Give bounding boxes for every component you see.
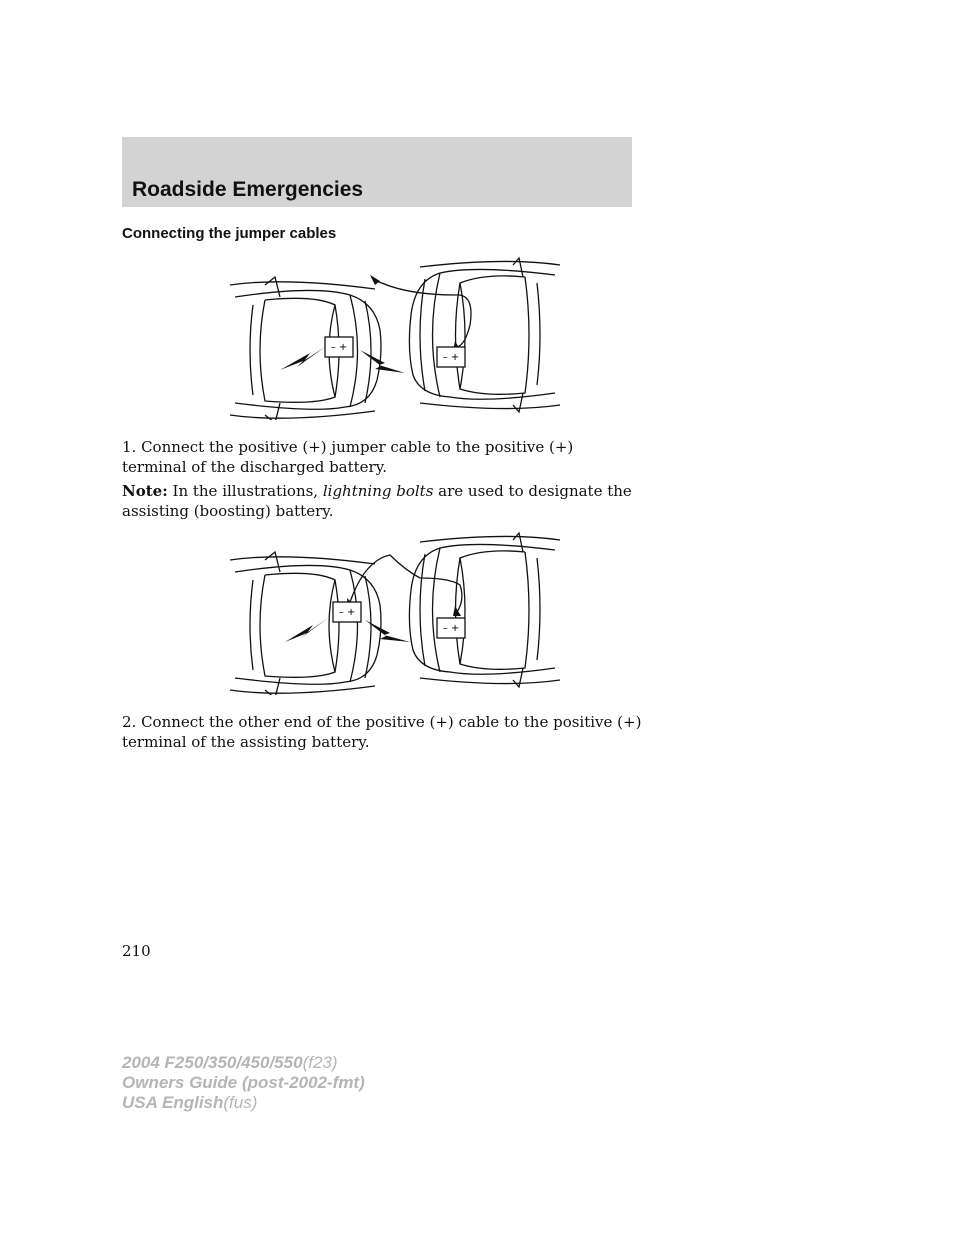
- footer-language: USA English: [122, 1093, 224, 1112]
- lightning-bolt-icon: [280, 347, 325, 370]
- footer-guide: Owners Guide (post-2002-fmt): [122, 1073, 365, 1092]
- page-number: 210: [122, 942, 151, 960]
- lightning-bolt-icon: [360, 350, 405, 373]
- note-text-after: are used to designate the assisting (boosting) battery.: [122, 482, 632, 520]
- note-paragraph: [122, 481, 642, 521]
- battery-label: – +: [330, 342, 348, 353]
- note-label: Note:: [122, 482, 168, 500]
- footer-model: 2004 F250/350/450/550: [122, 1053, 303, 1072]
- footer: [122, 1053, 365, 1113]
- footer-model-code: (f23): [302, 1053, 338, 1072]
- figure-jumper-step-2: [225, 530, 565, 695]
- lightning-bolt-icon: [365, 620, 410, 642]
- battery-label: – +: [442, 623, 460, 634]
- note-text-before: In the illustrations,: [172, 482, 319, 500]
- step-2-text: 2. Connect the other end of the positive (+) cable to the positive (+) terminal of the assisting battery.: [122, 713, 642, 751]
- battery-label: – +: [338, 607, 356, 618]
- note-emphasis: lightning bolts: [322, 482, 434, 500]
- section-title: Connecting the jumper cables: [122, 225, 337, 242]
- battery-label: – +: [442, 352, 460, 363]
- step-1-text: 1. Connect the positive (+) jumper cable to the positive (+) terminal of the discharged battery.: [122, 438, 574, 476]
- lightning-bolt-icon: [285, 618, 328, 642]
- footer-language-code: (fus): [223, 1093, 258, 1112]
- page-title: Roadside Emergencies: [132, 178, 364, 201]
- figure-jumper-step-1: [225, 255, 565, 420]
